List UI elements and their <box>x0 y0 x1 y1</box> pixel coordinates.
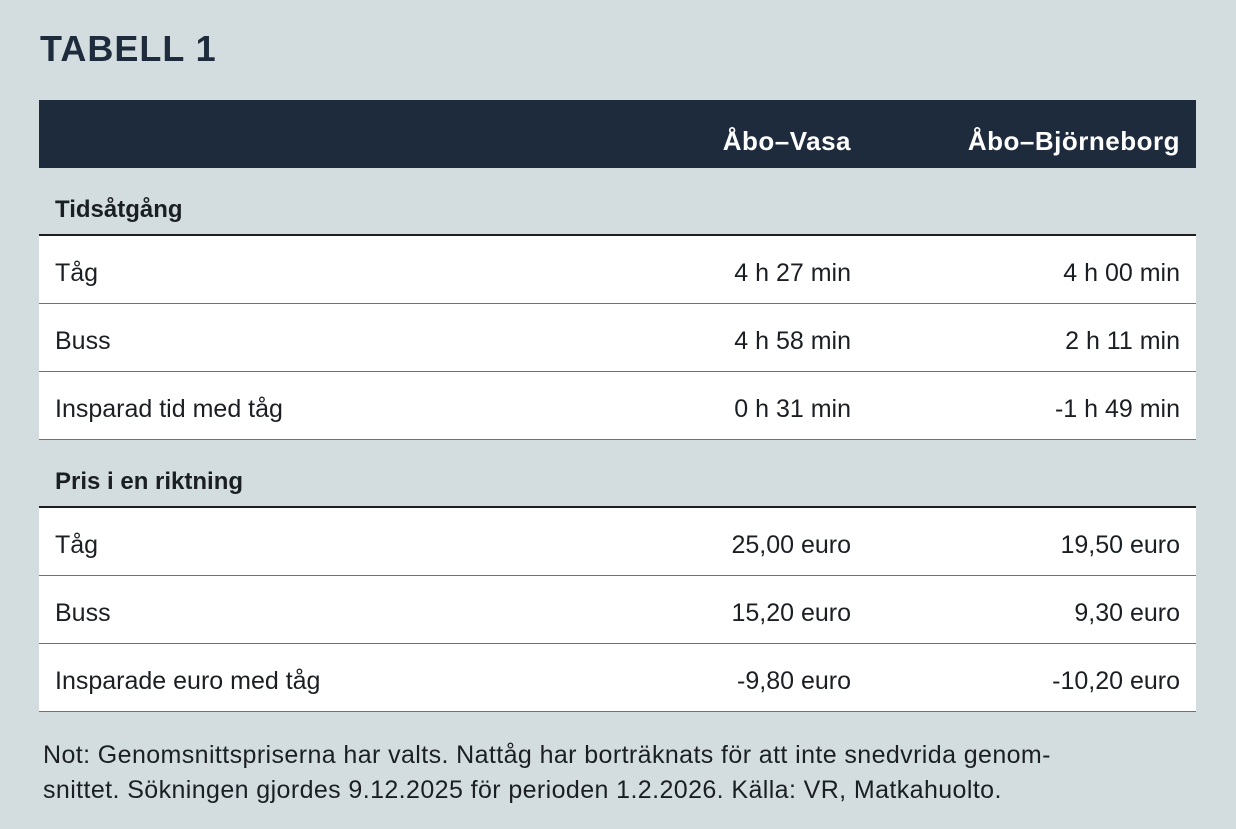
row-label: Tåg <box>55 531 99 559</box>
row-label: Insparade euro med tåg <box>55 667 321 695</box>
cell-abo-vasa: 4 h 58 min <box>734 327 851 355</box>
row-label: Insparad tid med tåg <box>55 395 283 423</box>
note-line: Not: Genomsnittspriserna har valts. Nattåg har borträknats för att inte snedvrida genom- <box>43 741 1051 769</box>
section-heading-time <box>39 168 1196 236</box>
table-row <box>39 508 1196 576</box>
cell-abo-vasa: 15,20 euro <box>731 599 851 627</box>
row-label: Buss <box>55 327 111 355</box>
cell-abo-bjorneborg: -1 h 49 min <box>1054 395 1180 423</box>
cell-abo-vasa: 0 h 31 min <box>734 395 851 423</box>
note-line: snittet. Sökningen gjordes 9.12.2025 för perioden 1.2.2026. Källa: VR, Matkahuolto. <box>43 776 1002 804</box>
table-row <box>39 576 1196 644</box>
cell-abo-bjorneborg: 19,50 euro <box>1060 531 1180 559</box>
section-heading-label: Pris i en riktning <box>55 468 244 495</box>
column-header-abo-bjorneborg: Åbo–Björneborg <box>967 126 1180 156</box>
cell-abo-bjorneborg: 9,30 euro <box>1074 599 1180 627</box>
column-header-abo-vasa: Åbo–Vasa <box>722 126 851 156</box>
cell-abo-vasa: 4 h 27 min <box>734 259 851 287</box>
table-note <box>43 738 1203 808</box>
cell-abo-vasa: 25,00 euro <box>731 531 851 559</box>
table-header <box>39 100 1196 168</box>
row-label: Buss <box>55 599 111 627</box>
table-row <box>39 372 1196 440</box>
table-row <box>39 644 1196 712</box>
table-title: TABELL 1 <box>40 28 217 69</box>
table-row <box>39 304 1196 372</box>
cell-abo-bjorneborg: 2 h 11 min <box>1065 327 1180 355</box>
cell-abo-vasa: -9,80 euro <box>737 667 851 695</box>
table-row <box>39 236 1196 304</box>
cell-abo-bjorneborg: 4 h 00 min <box>1063 259 1180 287</box>
section-heading-label: Tidsåtgång <box>55 196 183 223</box>
data-table <box>39 100 1196 712</box>
row-label: Tåg <box>55 259 99 287</box>
cell-abo-bjorneborg: -10,20 euro <box>1052 667 1180 695</box>
section-heading-price <box>39 440 1196 508</box>
